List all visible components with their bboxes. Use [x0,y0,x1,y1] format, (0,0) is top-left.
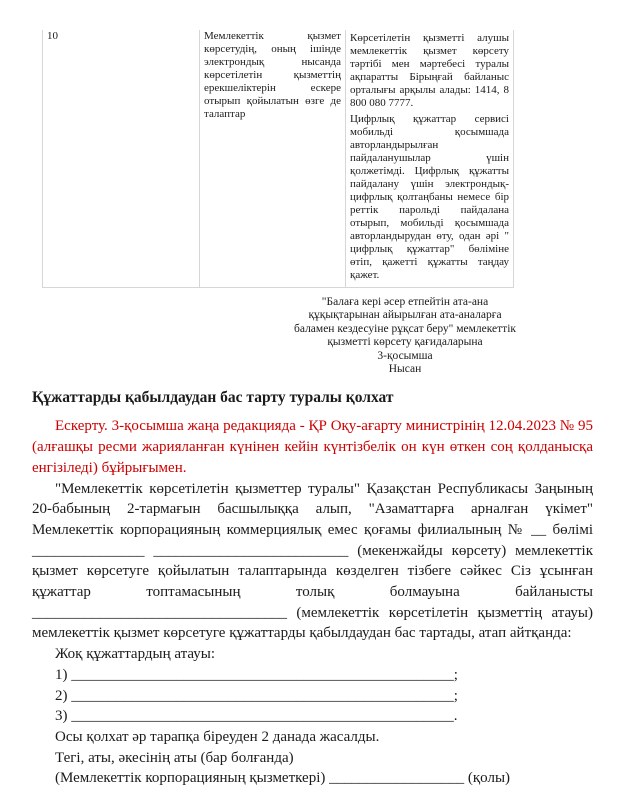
blank-item-3: 3) ___________________________________________________. [55,708,458,725]
blank-item-1: 1) ___________________________________________________; [55,666,458,683]
table-row [43,30,514,288]
requirement-details-cell [346,30,514,288]
missing-docs-label: Жоқ құжаттардың атауы: [55,646,216,663]
details-paragraph-contact: Көрсетілетін қызметті алушы мемлекеттік қызмет көрсету тәртібі мен мәртебесі туралы ақпаратты Бірыңғай байланыс орталығы арқылы алады: 1414, 8 800 080 7777. [350,32,509,109]
annex-rules-text: "Балаға кері әсер етпейтін ата-ана құқықтарынан айырылған ата-аналарға баламен кездесуіне рұқсат беру" мемлекеттік қызметті көрсету қағидаларына [294,296,516,349]
blank-item-2: 2) ___________________________________________________; [55,687,458,704]
requirement-name-cell: Мемлекеттік қызмет көрсетудің, оның ішінде электрондық нысанда көрсетілетін қызметтің ерекшеліктерін ескере отырып қойылатын өзге де талаптар [200,30,346,288]
full-name-line: Тегі, аты, әкесінің аты (бар болғанда) [55,749,294,766]
annex-form-label: Нысан [388,363,422,376]
amendment-note: Ескерту. 3-қосымша жаңа редакцияда - ҚР Оқу-ағарту министрінің 12.04.2023 № 95 (алғашқы ресми жарияланған күнінен кейін күнтізбелік он күн өткен соң қолданысқа енгізіледі) бұйрығымен. [32,418,593,476]
copies-statement: Осы қолхат әр тарапқа біреуден 2 данада жасалды. [55,728,380,745]
document-title: Құжаттарды қабылдаудан бас тарту туралы қолхат [32,389,394,407]
main-paragraph: "Мемлекеттік көрсетілетін қызметтер туралы" Қазақстан Республикасы Заңының 20-бабының 2-тармағын басшылыққа алып, "Азаматтарға арналған үкімет" Мемлекеттік корпорацияның коммерциялық емес қоғамы филиалының № __ бөлімі _______________ __________________________ (мекенжайды көрсету) мемлекеттік қызмет көрсетуге қойылатын талаптарында көзделген тізбеге сәйкес Сіз ұсынған құжаттар топтамасының толық болмауына байланысты __________________________________ (мемлекеттік көрсетілетін қызметтің атауы) мемлекеттік қызмет көрсетуге құжаттарды қабылдаудан бас тартады, атап айтқанда: [32,480,593,642]
row-number-cell: 10 [43,30,200,288]
annex-number: 3-қосымша [377,349,433,362]
requirements-table [42,30,514,288]
annex-reference-block [290,296,520,376]
document-body [32,416,593,789]
details-paragraph-digital-docs: Цифрлық құжаттар сервисі мобильді қосымшада авторландырылған пайдаланушылар үшін қолжетімді. Цифрлық құжатты пайдалану үшін электрондық-цифрлық қолтаңбаны немесе бір реттік парольді пайдалана отырып, мобильді қосымшада авторландырудан өту, одан әрі " цифрлық құжаттар" бөліміне өтіп, қажетті құжатты таңдау қажет. [350,113,509,281]
signature-line: (Мемлекеттік корпорацияның қызметкері) __________________ (қолы) [55,770,511,787]
